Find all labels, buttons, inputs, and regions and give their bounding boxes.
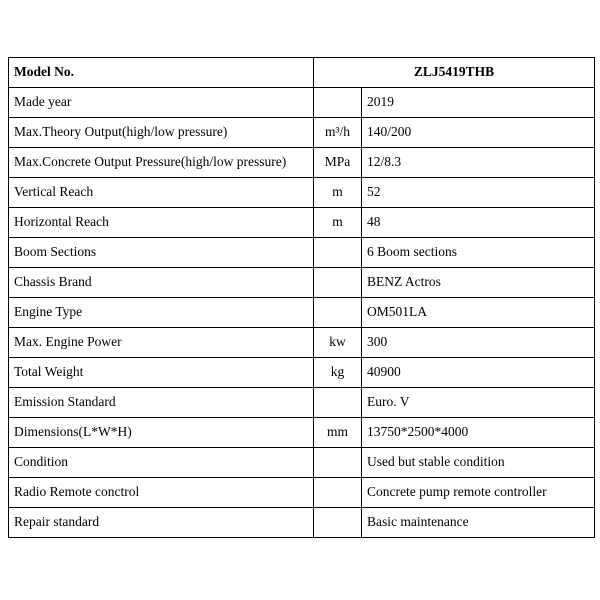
spec-label: Condition [9,448,314,478]
model-no-label: Model No. [9,58,314,88]
spec-unit: m [314,208,362,238]
spec-table-body [9,58,595,538]
spec-value: 2019 [362,88,595,118]
spec-unit [314,448,362,478]
table-row [9,268,595,298]
spec-value: 52 [362,178,595,208]
spec-value: BENZ Actros [362,268,595,298]
spec-label: Total Weight [9,358,314,388]
spec-label: Repair standard [9,508,314,538]
table-header-row [9,58,595,88]
table-row [9,298,595,328]
spec-value: 12/8.3 [362,148,595,178]
spec-value: 6 Boom sections [362,238,595,268]
spec-label: Boom Sections [9,238,314,268]
spec-label: Radio Remote conctrol [9,478,314,508]
spec-value: 13750*2500*4000 [362,418,595,448]
spec-value: Used but stable condition [362,448,595,478]
spec-unit [314,508,362,538]
spec-label: Engine Type [9,298,314,328]
spec-unit [314,268,362,298]
spec-unit [314,388,362,418]
table-row [9,118,595,148]
spec-unit: m [314,178,362,208]
spec-label: Vertical Reach [9,178,314,208]
spec-label: Max.Concrete Output Pressure(high/low pressure) [9,148,314,178]
spec-label: Dimensions(L*W*H) [9,418,314,448]
table-row [9,508,595,538]
spec-label: Emission Standard [9,388,314,418]
table-row [9,388,595,418]
table-row [9,358,595,388]
spec-value: Concrete pump remote controller [362,478,595,508]
spec-table [8,57,595,538]
spec-value: 40900 [362,358,595,388]
spec-value: OM501LA [362,298,595,328]
spec-unit [314,238,362,268]
table-row [9,178,595,208]
spec-unit [314,478,362,508]
table-row [9,418,595,448]
spec-unit: MPa [314,148,362,178]
spec-unit: m³/h [314,118,362,148]
table-row [9,328,595,358]
spec-unit: kw [314,328,362,358]
table-row [9,148,595,178]
spec-label: Max. Engine Power [9,328,314,358]
spec-label: Made year [9,88,314,118]
spec-label: Chassis Brand [9,268,314,298]
spec-value: 300 [362,328,595,358]
spec-unit [314,298,362,328]
spec-value: Euro. V [362,388,595,418]
spec-unit: mm [314,418,362,448]
spec-value: Basic maintenance [362,508,595,538]
spec-unit: kg [314,358,362,388]
table-row [9,88,595,118]
table-row [9,448,595,478]
model-no-value: ZLJ5419THB [314,58,595,88]
table-row [9,478,595,508]
spec-value: 48 [362,208,595,238]
table-row [9,208,595,238]
spec-label: Max.Theory Output(high/low pressure) [9,118,314,148]
spec-value: 140/200 [362,118,595,148]
spec-unit [314,88,362,118]
spec-label: Horizontal Reach [9,208,314,238]
table-row [9,238,595,268]
